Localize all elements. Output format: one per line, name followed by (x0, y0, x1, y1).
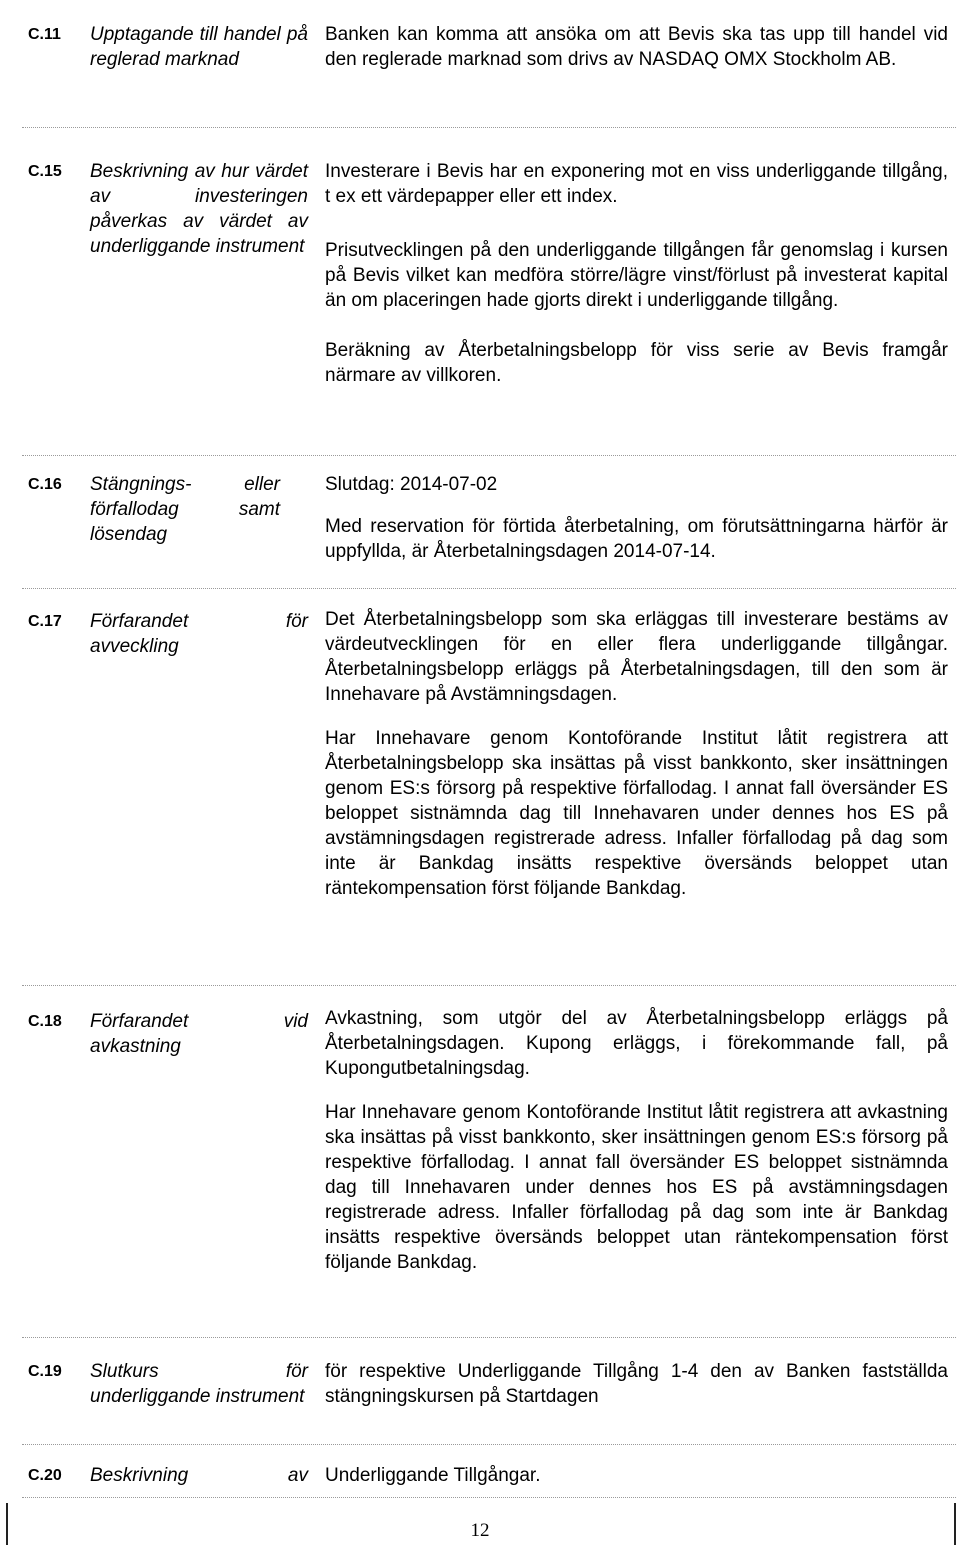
section-label: Upptagande till handel på reglerad marknad (90, 24, 308, 70)
paragraph: Har Innehavare genom Kontoförande Institut låtit registrera att Återbetalningsbelopp ska insättas på visst bankkonto, sker insättningen genom ES:s försorg på respektive förfallodag. I annat fall översänder ES beloppet sistnämnda dag till Innehavaren under dennes hos ES på avstämningsdagen registrerade adress. Infaller förfallodag på dag som inte är Bankdag insätts respektive översänds beloppet utan räntekompensation först följande Bankdag. (325, 728, 948, 899)
paragraph: Banken kan komma att ansöka om att Bevis ska tas upp till handel vid den reglerade marknad som drivs av NASDAQ OMX Stockholm AB. (325, 24, 948, 70)
paragraph: Det Återbetalningsbelopp som ska erläggas till investerare bestäms av värdeutvecklingen för en eller flera underliggande tillgångar. Återbetalningsbelopp erläggs på Återbetalningsdagen, till den som är Innehavare på Avstämningsdagen. (325, 609, 948, 705)
section-code: C.15 (28, 163, 62, 180)
section-content (325, 607, 948, 901)
section-label: Slutkurs för underliggande instrument (90, 1361, 308, 1407)
separator (22, 588, 956, 589)
separator (22, 455, 956, 456)
section-content (325, 159, 948, 388)
paragraph: Avkastning, som utgör del av Återbetalningsbelopp erläggs på Återbetalningsdagen. Kupong erläggs, i förekommande fall, på Kupongutbetalningsdag. (325, 1008, 948, 1079)
section-label: Beskrivning av hur värdet av investeringen påverkas av värdet av underliggande instrument (90, 161, 308, 257)
section-code: C.11 (28, 26, 61, 43)
section-code: C.19 (28, 1363, 62, 1380)
section-code: C.16 (28, 476, 62, 493)
paragraph: Investerare i Bevis har en exponering mot en viss underliggande tillgång, t ex ett värdepapper eller ett index. (325, 161, 948, 207)
paragraph: Med reservation för förtida återbetalning, om förutsättningarna härför är uppfyllda, är Återbetalningsdagen 2014-07-14. (325, 516, 948, 562)
paragraph: Underliggande Tillgångar. (325, 1465, 541, 1486)
paragraph: Prisutvecklingen på den underliggande tillgången får genomslag i kursen på Bevis vilket kan medföra större/lägre vinst/förlust på investerat kapital än om placeringen hade gjorts direkt i underliggande tillgång. (325, 240, 948, 311)
paragraph: Har Innehavare genom Kontoförande Institut låtit registrera att avkastning ska insättas på visst bankkonto, sker insättningen genom ES:s försorg på respektive förfallodag. I annat fall översänder ES beloppet sistnämnda dag till Innehavaren under dennes hos ES på avstämningsdagen registrerade adress. Infaller förfallodag på dag som inte är Bankdag insätts respektive översänds beloppet utan räntekompensation först följande Bankdag. (325, 1102, 948, 1273)
section-content (325, 1359, 948, 1409)
section-code: C.18 (28, 1013, 62, 1030)
page-number: 12 (470, 1520, 490, 1541)
section-label: Beskrivning av (90, 1465, 308, 1486)
section-label: Förfarandet vid avkastning (90, 1011, 308, 1057)
separator (22, 1444, 956, 1445)
separator (22, 1497, 956, 1498)
section-label: Förfarandet för avveckling (90, 611, 308, 657)
section-content (325, 1463, 948, 1488)
separator (22, 127, 956, 128)
section-content (325, 22, 948, 72)
paragraph: Beräkning av Återbetalningsbelopp för viss serie av Bevis framgår närmare av villkoren. (325, 340, 948, 386)
paragraph: för respektive Underliggande Tillgång 1-4 den av Banken fastställda stängningskursen på Startdagen (325, 1361, 948, 1407)
separator (22, 985, 956, 986)
separator (22, 1337, 956, 1338)
section-code: C.20 (28, 1467, 62, 1484)
section-content (325, 1006, 948, 1275)
section-code: C.17 (28, 613, 62, 630)
section-content (325, 472, 948, 564)
section-label: Stängnings- eller förfallodag samt lösendag (90, 474, 280, 545)
paragraph: Slutdag: 2014-07-02 (325, 474, 498, 495)
